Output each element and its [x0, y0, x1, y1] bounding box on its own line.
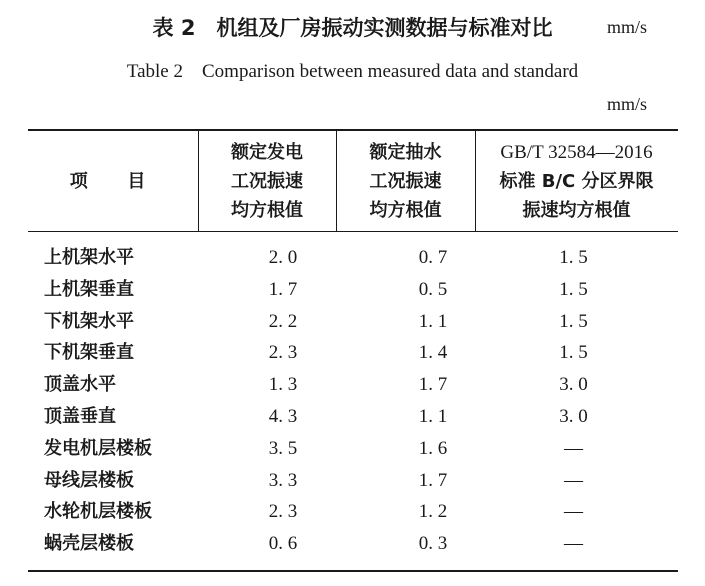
unit-label-en: mm/s [606, 94, 647, 114]
header-line: 工况振速 [231, 170, 303, 192]
row-name: 上机架垂直 [44, 278, 134, 300]
header-line: 额定发电 [231, 141, 303, 163]
generating-value: 0. 6 [268, 533, 298, 555]
pumping-value: 0. 3 [418, 533, 448, 555]
table-row [28, 496, 678, 528]
generating-value: 2. 0 [268, 247, 298, 268]
standard-value: 1. 5 [559, 310, 588, 332]
pumping-value: 0. 5 [418, 278, 448, 300]
standard-value: — [564, 501, 583, 523]
table-row [28, 306, 678, 338]
table-title-cn: 表 2 机组及厂房振动实测数据与标准对比 [152, 16, 553, 40]
row-name: 母线层楼板 [44, 469, 134, 491]
pumping-value: 1. 2 [418, 501, 448, 523]
pumping-value: 1. 1 [418, 406, 448, 427]
generating-value: 1. 3 [268, 374, 298, 396]
header-generating [198, 131, 336, 231]
pumping-value: 1. 4 [418, 342, 448, 364]
header-line: 额定抽水 [369, 141, 442, 163]
table-row [28, 528, 678, 560]
standard-value: — [564, 437, 583, 459]
header-line: 均方根值 [231, 199, 303, 221]
table-row [28, 274, 678, 306]
row-name: 下机架水平 [44, 310, 134, 332]
table-bottom-rule [28, 570, 678, 572]
pumping-value: 1. 7 [418, 374, 448, 396]
header-line: 项 目 [69, 170, 157, 192]
generating-value: 2. 3 [268, 342, 298, 364]
pumping-value: 1. 1 [418, 310, 448, 332]
standard-value: — [564, 533, 583, 555]
generating-value: 2. 3 [268, 501, 298, 523]
standard-value: — [564, 469, 583, 491]
pumping-value: 1. 7 [418, 469, 448, 491]
standard-value: 1. 5 [559, 278, 588, 300]
row-name: 水轮机层楼板 [44, 501, 152, 523]
table-title-en: Table 2 Comparison between measured data and standard [126, 61, 579, 82]
table-row [28, 369, 678, 401]
table-row [28, 433, 678, 465]
header-line: 均方根值 [369, 199, 442, 221]
table-row [28, 465, 678, 497]
row-name: 蜗壳层楼板 [44, 533, 134, 555]
header-line: 振速均方根值 [522, 199, 631, 221]
row-name: 顶盖垂直 [44, 406, 116, 427]
standard-value: 1. 5 [559, 247, 588, 268]
header-line: GB/T 32584—2016 [500, 141, 653, 163]
generating-value: 1. 7 [268, 278, 298, 300]
row-name: 上机架水平 [44, 247, 134, 268]
header-pumping [336, 131, 475, 231]
header-line: 标准 B/C 分区界限 [499, 170, 654, 192]
generating-value: 2. 2 [268, 310, 298, 332]
row-name: 发电机层楼板 [44, 437, 152, 459]
pumping-value: 1. 6 [418, 437, 448, 459]
table-row [28, 401, 678, 433]
generating-value: 3. 5 [268, 437, 298, 459]
unit-label-cn: mm/s [606, 17, 647, 37]
row-name: 下机架垂直 [44, 342, 134, 364]
row-name: 顶盖水平 [44, 374, 116, 396]
pumping-value: 0. 7 [418, 247, 448, 268]
table-row [28, 242, 678, 274]
standard-value: 1. 5 [559, 342, 588, 364]
standard-value: 3. 0 [559, 406, 588, 427]
standard-value: 3. 0 [559, 374, 588, 396]
generating-value: 3. 3 [268, 469, 298, 491]
table-row [28, 337, 678, 369]
header-standard [475, 131, 678, 231]
header-item [28, 131, 198, 231]
generating-value: 4. 3 [268, 406, 298, 427]
header-line: 工况振速 [369, 170, 442, 192]
table-header-rule [28, 231, 678, 232]
